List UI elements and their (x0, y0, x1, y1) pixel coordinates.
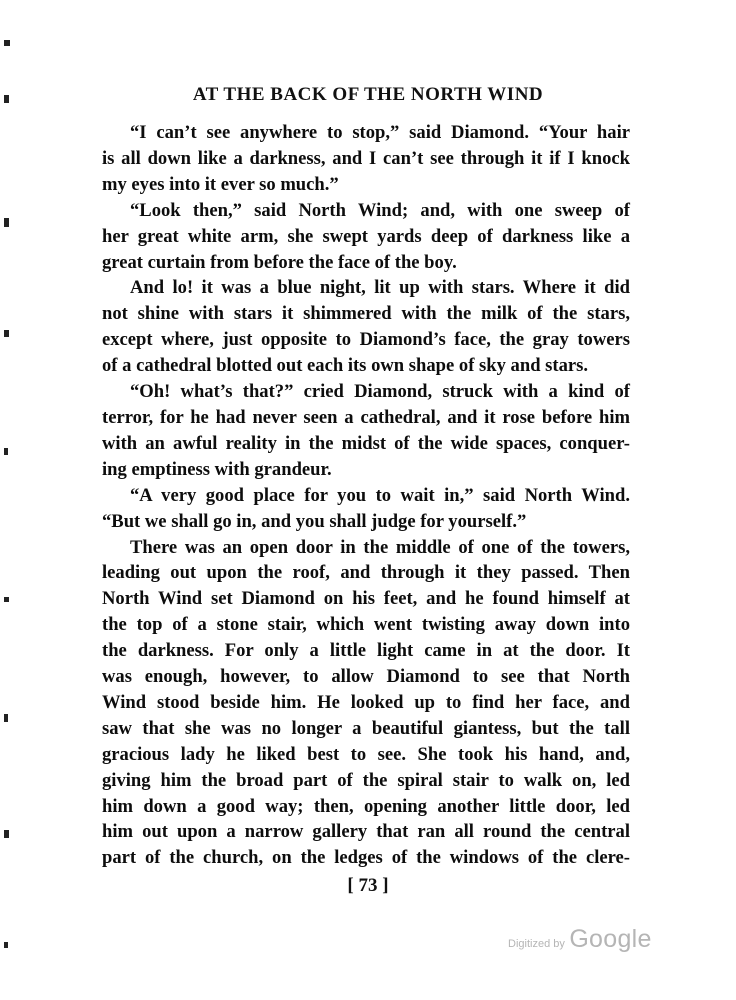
digitized-by-google-watermark (508, 925, 652, 954)
text-line: North Wind set Diamond on his feet, and he found himself at (102, 588, 630, 610)
scan-margin-mark (4, 597, 9, 602)
scan-margin-mark (4, 714, 8, 722)
text-line: except where, just opposite to Diamond’s face, the gray towers (102, 329, 630, 351)
text-line: with an awful reality in the midst of the wide spaces, conquer- (102, 432, 630, 454)
text-line: him out upon a narrow gallery that ran all round the central (102, 821, 630, 843)
text-line: him down a good way; then, opening another little door, led (102, 795, 630, 817)
scan-margin-mark (4, 40, 10, 46)
text-line: was enough, however, to allow Diamond to see that North (102, 666, 630, 688)
text-line: great curtain from before the face of the boy. (102, 251, 457, 273)
scan-margin-mark (4, 218, 9, 227)
scan-margin-mark (4, 448, 8, 455)
text-line: leading out upon the roof, and through it they passed. Then (102, 562, 630, 584)
watermark-brand: Google (569, 925, 652, 953)
text-line: gracious lady he liked best to see. She took his hand, and, (102, 743, 630, 765)
text-line: ing emptiness with grandeur. (102, 458, 332, 480)
paragraph-first-line: “I can’t see anywhere to stop,” said Diamond. “Your hair (130, 122, 630, 143)
text-line: terror, for he had never seen a cathedral, and it rose before him (102, 406, 630, 428)
text-line: the top of a stone stair, which went twisting away down into (102, 614, 630, 636)
page-number: [ 73 ] (347, 875, 389, 896)
paragraph-first-line: “A very good place for you to wait in,” said North Wind. (130, 484, 630, 506)
text-line: Wind stood beside him. He looked up to find her face, and (102, 691, 630, 713)
watermark-prefix: Digitized by (508, 938, 565, 950)
scan-margin-mark (4, 330, 9, 337)
text-line: not shine with stars it shimmered with the milk of the stars, (102, 303, 630, 325)
text-line: of a cathedral blotted out each its own shape of sky and stars. (102, 355, 589, 377)
running-head: AT THE BACK OF THE NORTH WIND (192, 84, 544, 105)
paragraph-first-line: And lo! it was a blue night, lit up with stars. Where it did (130, 277, 630, 299)
paragraph-first-line: “Oh! what’s that?” cried Diamond, struck with a kind of (130, 381, 630, 403)
text-line: saw that she was no longer a beautiful giantess, but the tall (102, 717, 630, 739)
text-line: the darkness. For only a little light came in at the door. It (102, 640, 630, 662)
text-line: giving him the broad part of the spiral stair to walk on, led (102, 769, 630, 791)
text-line: is all down like a darkness, and I can’t see through it if I knock (102, 147, 630, 169)
text-line: my eyes into it ever so much.” (102, 173, 339, 195)
text-line: “But we shall go in, and you shall judge for yourself.” (102, 510, 527, 532)
paragraph-first-line: “Look then,” said North Wind; and, with one sweep of (130, 199, 630, 221)
scan-margin-mark (4, 830, 9, 838)
text-line: part of the church, on the ledges of the windows of the clere- (102, 847, 630, 869)
scan-margin-mark (4, 942, 8, 948)
body-text (102, 120, 630, 871)
paragraph-first-line: There was an open door in the middle of one of the towers, (130, 536, 630, 558)
text-line: her great white arm, she swept yards deep of darkness like a (102, 225, 630, 247)
